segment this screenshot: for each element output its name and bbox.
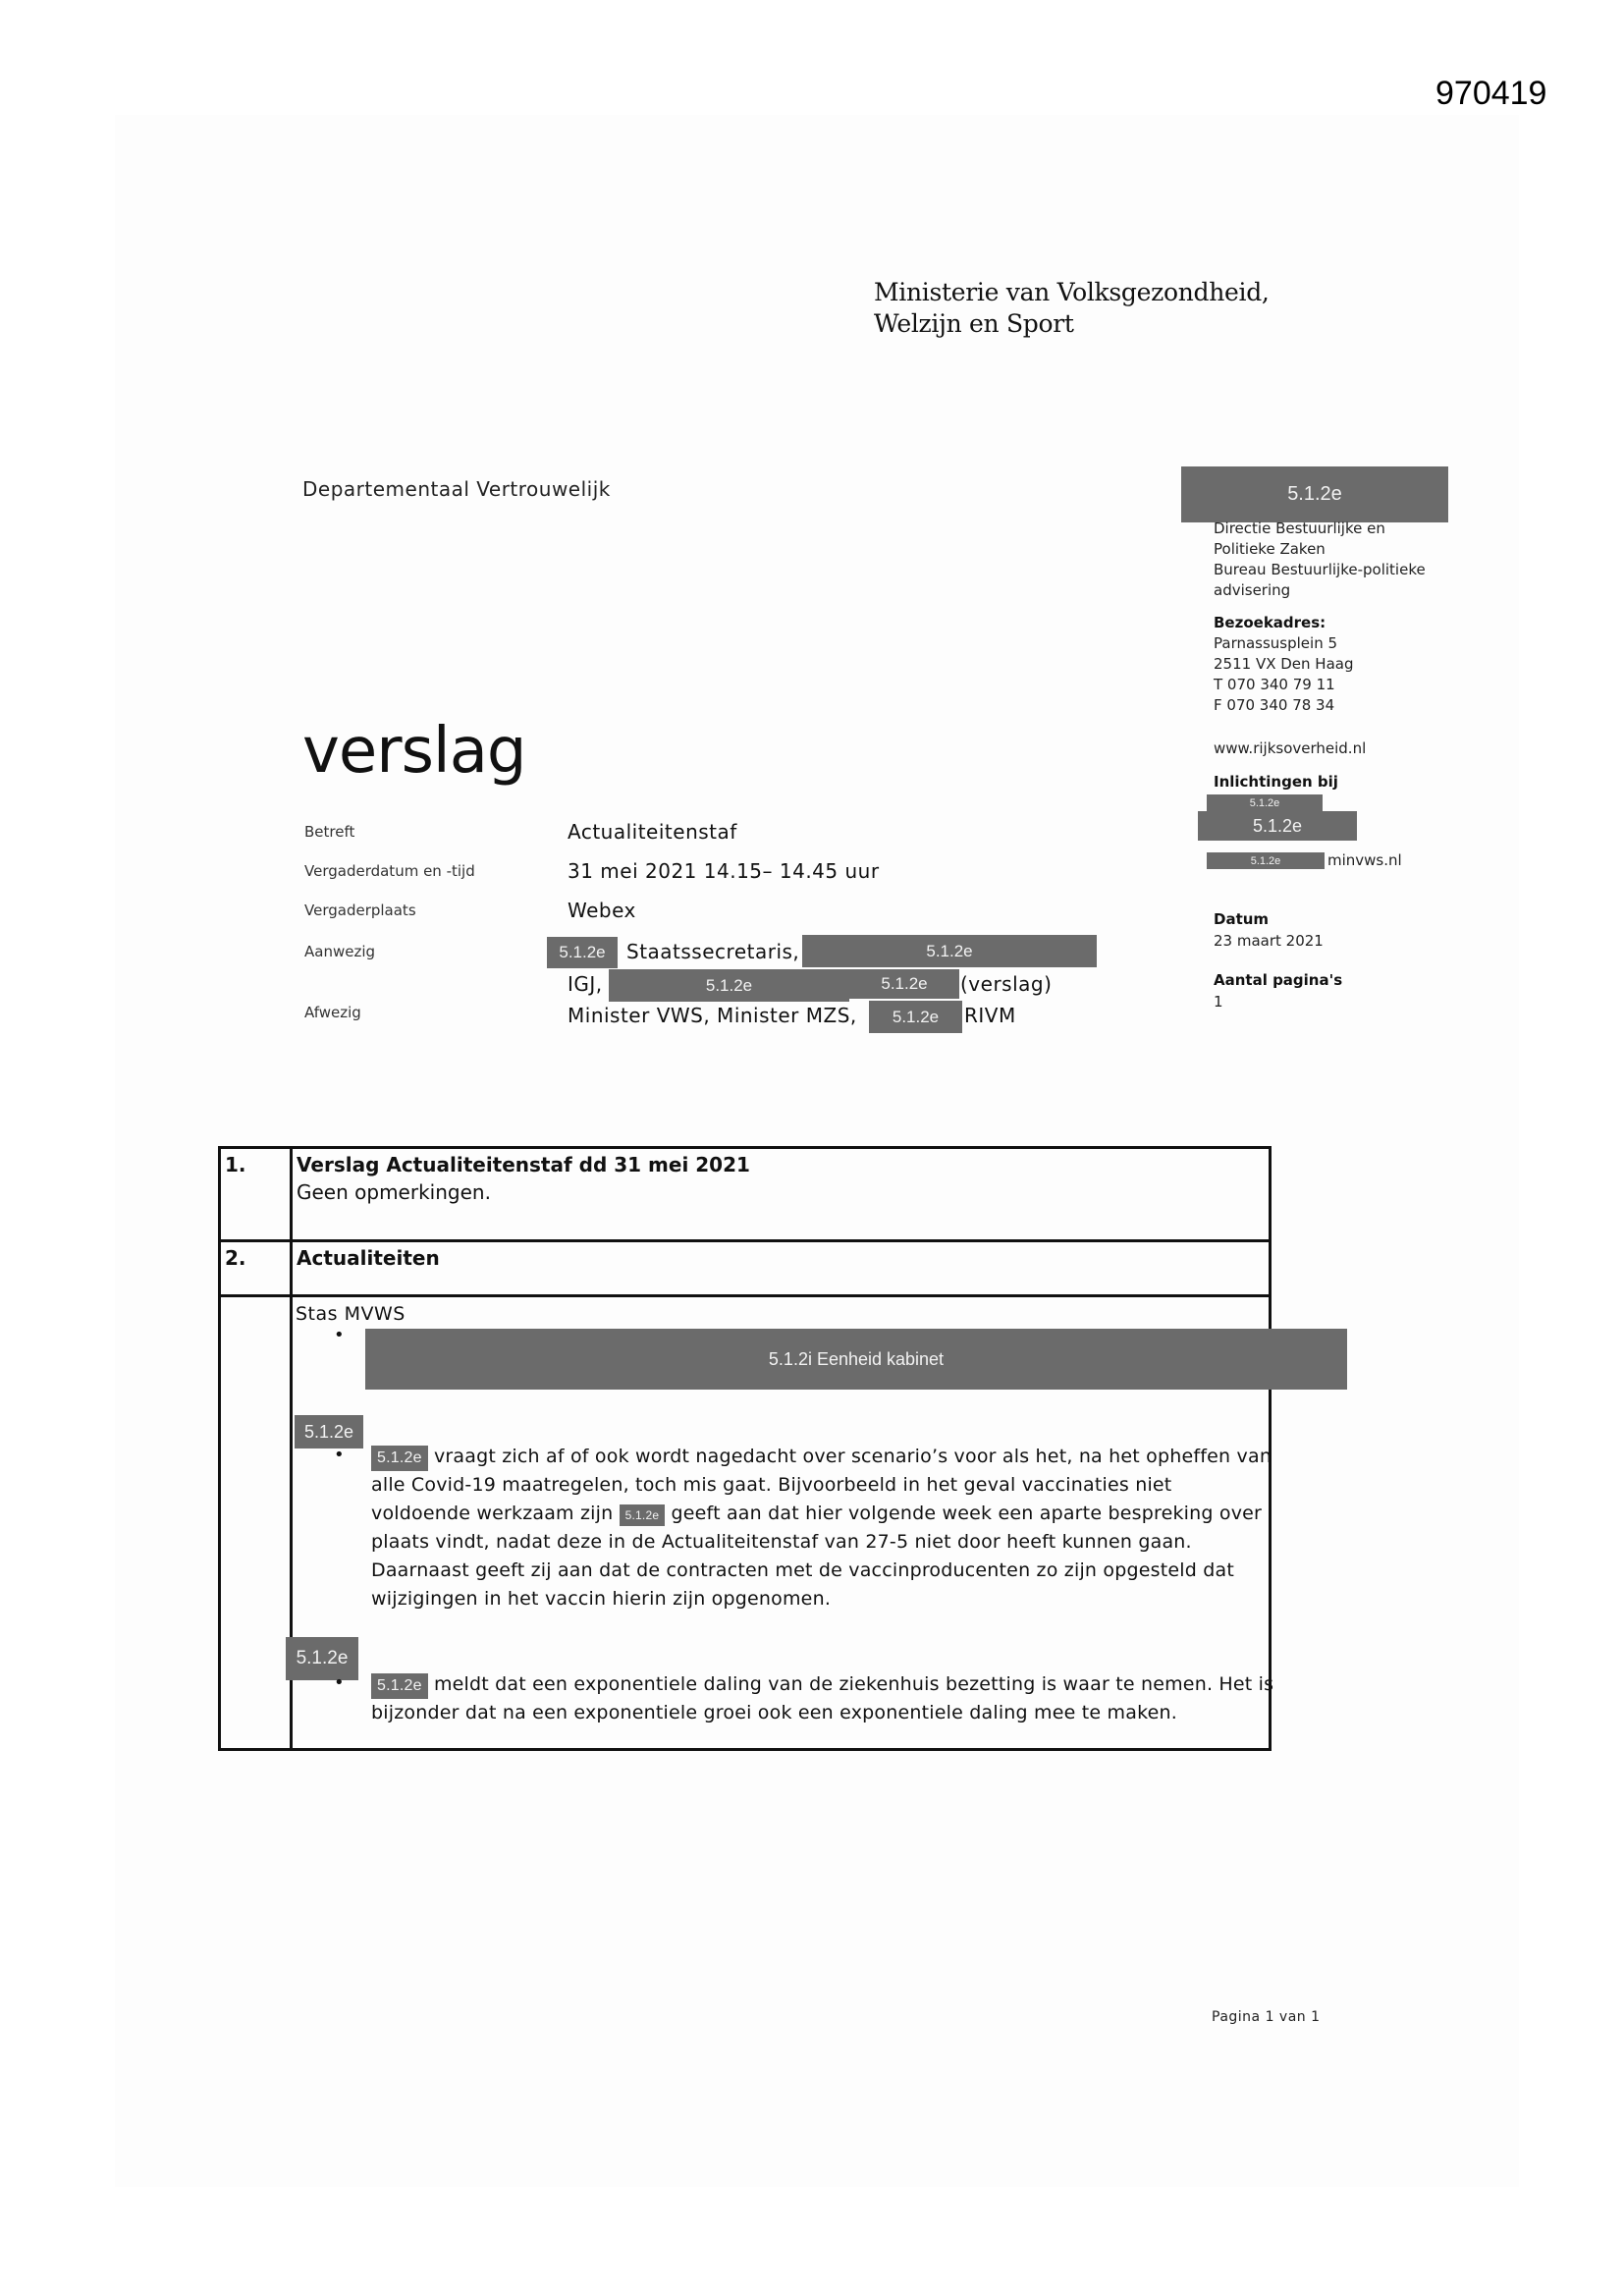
redaction-block: 5.1.2e xyxy=(869,1001,962,1033)
meta-label-betreft: Betreft xyxy=(304,823,355,841)
sidebar-info-heading: Inlichtingen bij xyxy=(1214,773,1338,791)
address-city: 2511 VX Den Haag xyxy=(1214,655,1354,673)
bullet-icon: • xyxy=(334,1445,345,1465)
ministry-line-2: Welzijn en Sport xyxy=(874,309,1074,338)
address-phone: T 070 340 79 11 xyxy=(1214,676,1335,693)
document-type-title: verslag xyxy=(302,715,526,788)
agenda-number: 2. xyxy=(220,1241,292,1296)
agenda-row xyxy=(220,1241,1271,1296)
meta-value-plaats: Webex xyxy=(568,899,636,922)
sidebar-department: Directie Bestuurlijke en Politieke Zaken Bureau Bestuurlijke-politieke advisering xyxy=(1214,519,1426,599)
redaction-block: 5.1.2e xyxy=(1207,794,1323,811)
address-street: Parnassusplein 5 xyxy=(1214,634,1338,652)
meta-value-datum: 31 mei 2021 14.15– 14.45 uur xyxy=(568,859,880,883)
bullet-paragraph: 5.1.2e meldt dat een exponentiele daling van de ziekenhuis bezetting is waar te nemen. Het is bijzonder dat na een exponentiele groei ook een exponentiele daling mee te maken. xyxy=(371,1673,1274,1723)
redaction-block: 5.1.2i Eenheid kabinet xyxy=(365,1329,1347,1390)
meta-value-afwezig-suffix: RIVM xyxy=(964,1004,1016,1027)
agenda-title: Verslag Actualiteitenstaf dd 31 mei 2021 xyxy=(297,1153,750,1176)
redaction-inline: 5.1.2e xyxy=(620,1504,666,1526)
document-number: 970419 xyxy=(1435,75,1547,112)
sidebar-pages-value: 1 xyxy=(1214,993,1223,1011)
meta-value-afwezig-prefix: Minister VWS, Minister MZS, xyxy=(568,1004,857,1027)
agenda-table xyxy=(218,1146,1272,1751)
actualiteiten-content xyxy=(292,1296,1274,1750)
classification-label: Departementaal Vertrouwelijk xyxy=(302,477,611,501)
visit-heading: Bezoekadres: xyxy=(1214,614,1326,631)
redaction-block: 5.1.2e xyxy=(849,969,959,999)
redaction-block: 5.1.2e xyxy=(1207,852,1325,869)
meta-value-aanwezig-2-prefix: IGJ, xyxy=(568,972,603,996)
address-fax: F 070 340 78 34 xyxy=(1214,696,1335,714)
ministry-logo-text xyxy=(874,277,1270,340)
redaction-block: 5.1.2e xyxy=(547,937,618,968)
agenda-row xyxy=(220,1148,1271,1241)
bullet-icon: • xyxy=(334,1325,345,1345)
meta-label-afwezig: Afwezig xyxy=(304,1004,361,1021)
sidebar-date-heading: Datum xyxy=(1214,910,1270,928)
sidebar-email-domain: minvws.nl xyxy=(1327,851,1402,869)
sidebar-website[interactable]: www.rijksoverheid.nl xyxy=(1214,739,1367,757)
agenda-content xyxy=(292,1241,1271,1296)
sidebar-date-value: 23 maart 2021 xyxy=(1214,932,1324,950)
agenda-row xyxy=(220,1296,1271,1750)
agenda-body: Geen opmerkingen. xyxy=(297,1180,491,1204)
sidebar-pages-heading: Aantal pagina's xyxy=(1214,971,1343,989)
meta-value-betreft: Actualiteitenstaf xyxy=(568,820,737,844)
sidebar-visit-address xyxy=(1214,613,1354,716)
bullet-paragraph: 5.1.2e vraagt zich af of ook wordt nagedacht over scenario’s voor als het, na het opheffen van alle Covid-19 maatregelen, toch mis gaat. Bijvoorbeeld in het geval vaccinaties niet voldoende werkzaam zijn 5.1.2e geeft aan dat hier volgende week een aparte bespreking over plaats vindt, nadat deze in de Actualiteitenstaf van 27-5 niet door heeft kunnen gaan. Daarnaast geeft zij aan dat de contracten met de vaccinproducenten zo zijn opgesteld dat wijzigingen in het vaccin hierin zijn opgenomen. xyxy=(371,1446,1272,1610)
redaction-block: 5.1.2e xyxy=(1181,466,1448,522)
meta-label-datum: Vergaderdatum en -tijd xyxy=(304,862,475,880)
bullet-icon: • xyxy=(334,1672,345,1693)
meta-label-aanwezig: Aanwezig xyxy=(304,943,376,960)
redaction-block: 5.1.2e xyxy=(802,935,1097,967)
section-heading: Stas MVWS xyxy=(296,1303,406,1325)
agenda-content xyxy=(292,1148,1271,1241)
redaction-inline: 5.1.2e xyxy=(371,1673,428,1699)
ministry-line-1: Ministerie van Volksgezondheid, xyxy=(874,278,1270,306)
meta-label-plaats: Vergaderplaats xyxy=(304,902,416,919)
redaction-block: 5.1.2e xyxy=(286,1637,358,1680)
agenda-title: Actualiteiten xyxy=(297,1246,440,1270)
agenda-number: 1. xyxy=(220,1148,292,1241)
redaction-block: 5.1.2e xyxy=(295,1415,363,1449)
redaction-block: 5.1.2e xyxy=(609,969,849,1002)
redaction-inline: 5.1.2e xyxy=(371,1446,428,1471)
page-footer: Pagina 1 van 1 xyxy=(1212,2009,1321,2025)
meta-value-aanwezig-1: Staatssecretaris, xyxy=(626,940,800,963)
redaction-block: 5.1.2e xyxy=(1198,811,1357,841)
meta-value-aanwezig-2-suffix: (verslag) xyxy=(960,972,1053,996)
